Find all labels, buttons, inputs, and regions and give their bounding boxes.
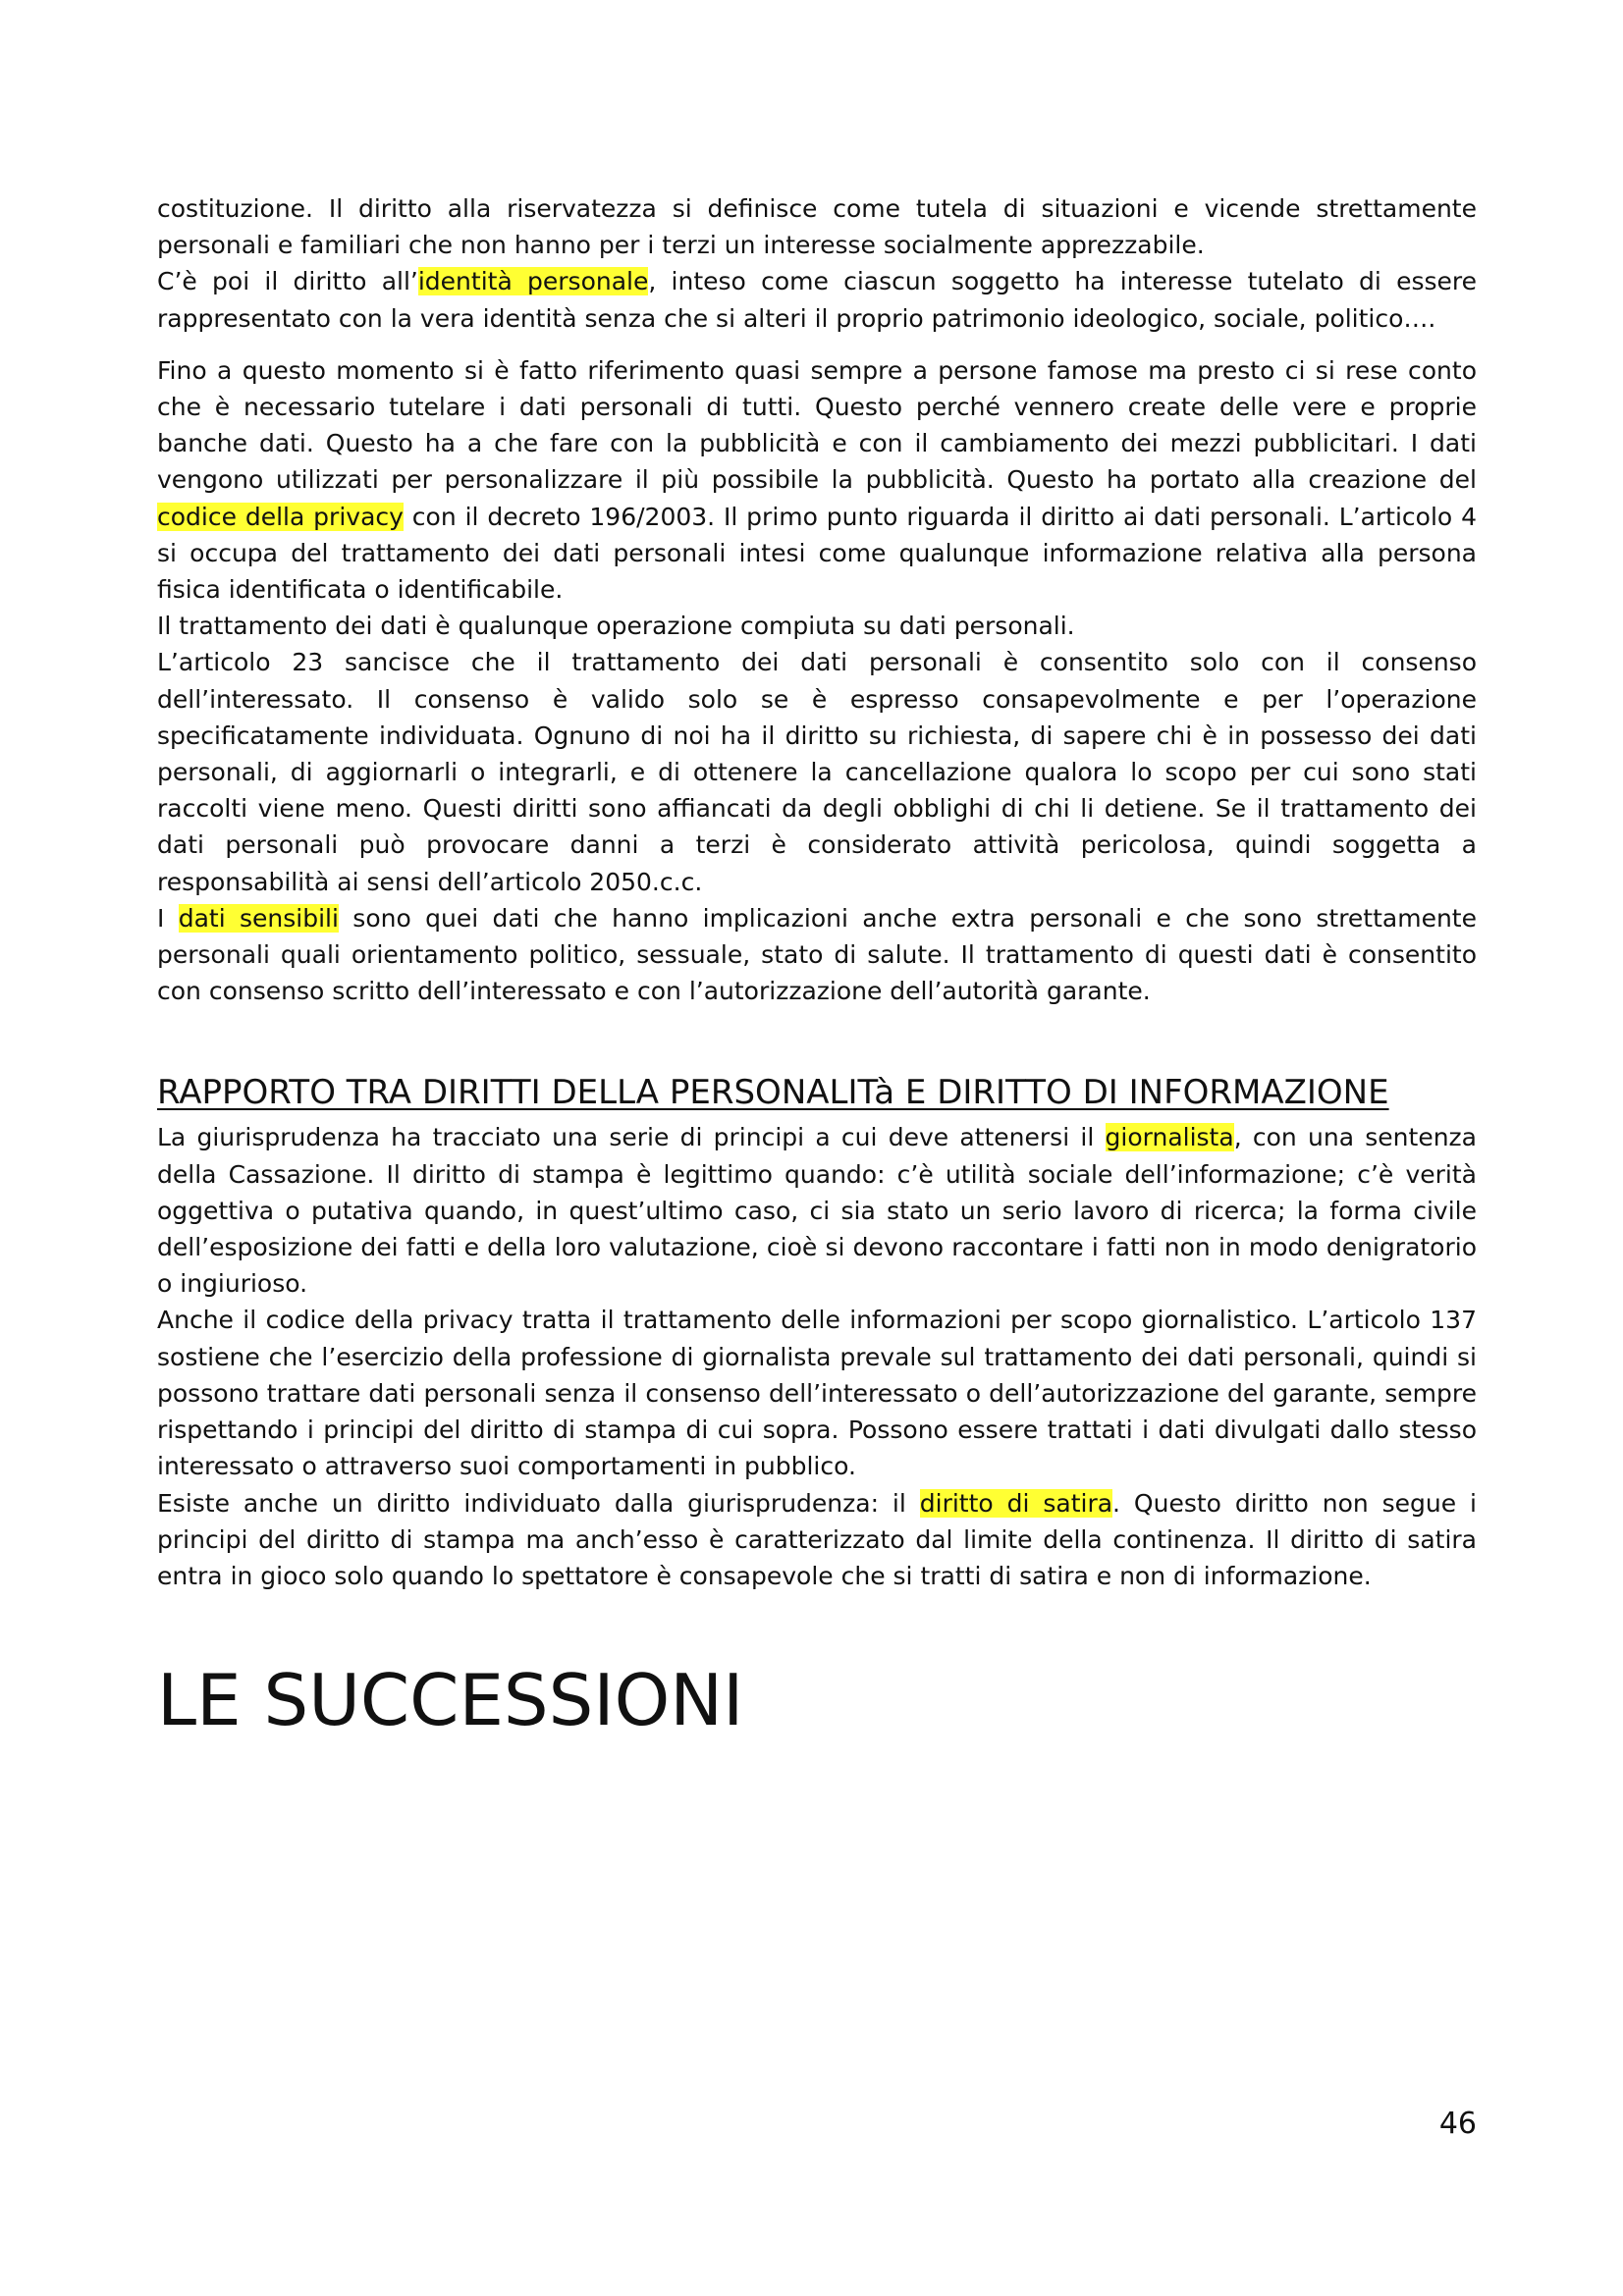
paragraph-text: con il decreto 196/2003. Il primo punto riguarda il diritto ai dati personali. L’articolo 4 si occupa del trattamento dei dati personali intesi come qualunque informazione relativa alla persona fisica identificata o identificabile.	[157, 502, 1477, 605]
highlighted-term: giornalista	[1105, 1123, 1234, 1152]
paragraph	[157, 190, 1477, 263]
highlighted-term: codice della privacy	[157, 502, 404, 531]
highlighted-term: diritto di satira	[919, 1488, 1113, 1518]
paragraph-text: L’articolo 23 sancisce che il trattamento dei dati personali è consentito solo con il consenso dell’interessato. Il consenso è valido solo se è espresso consapevolmente e per l’operazione specificatamente individuata. Ognuno di noi ha il diritto su richiesta, di sapere chi è in possesso dei dati personali, di aggiornarli o integrarli, e di ottenere la cancellazione qualora lo scopo per cui sono stati raccolti viene meno. Questi diritti sono affiancati da degli obblighi di chi li detiene. Se il trattamento dei dati personali può provocare danni a terzi è considerato attività pericolosa, quindi soggetta a responsabilità ai sensi dell’articolo 2050.c.c.	[157, 648, 1477, 896]
highlighted-term: dati sensibili	[178, 903, 339, 933]
paragraph	[157, 1119, 1477, 1302]
paragraph-text: , con una sentenza della Cassazione. Il diritto di stampa è legittimo quando: c’è utilità sociale dell’informazione; c’è verità oggettiva o putativa quando, in quest’ultimo caso, ci sia stato un serio lavoro di ricerca; la forma civile dell’esposizione dei fatti e della loro valutazione, cioè si devono raccontare i fatti non in modo denigratorio o ingiurioso.	[157, 1123, 1477, 1299]
paragraph	[157, 644, 1477, 899]
page-number: 46	[1438, 2107, 1477, 2141]
intro-paragraphs	[157, 190, 1477, 1009]
paragraph-text: sono quei dati che hanno implicazioni anche extra personali e che sono strettamente personali quali orientamento politico, sessuale, stato di salute. Il trattamento di questi dati è consentito con consenso scritto dell’interessato e con l’autorizzazione dell’autorità garante.	[157, 903, 1477, 1006]
paragraph	[157, 900, 1477, 1010]
paragraph-text: costituzione. Il diritto alla riservatezza si definisce come tutela di situazioni e vicende strettamente personali e familiari che non hanno per i terzi un interesse socialmente apprezzabile.	[157, 194, 1477, 260]
paragraph	[157, 608, 1477, 644]
highlighted-term: identità personale	[417, 267, 649, 296]
paragraph	[157, 263, 1477, 336]
paragraph	[157, 1302, 1477, 1484]
paragraph-spacer	[157, 337, 1477, 352]
paragraph-text: C’è poi il diritto all’	[157, 267, 418, 296]
paragraph-text: Il trattamento dei dati è qualunque operazione compiuta su dati personali.	[157, 612, 1075, 641]
paragraph-text: Esiste anche un diritto individuato dalla giurisprudenza: il	[157, 1488, 920, 1518]
section-heading: RAPPORTO TRA DIRITTI DELLA PERSONALITà E DIRITTO DI INFORMAZIONE	[157, 1073, 1389, 1113]
paragraph-text: , inteso come ciascun soggetto ha interesse tutelato di essere rappresentato con la vera identità senza che si alteri il proprio patrimonio ideologico, sociale, politico….	[157, 267, 1477, 333]
paragraph-text: La giurisprudenza ha tracciato una serie di principi a cui deve attenersi il	[157, 1123, 1106, 1152]
paragraph-text: . Questo diritto non segue i principi del diritto di stampa ma anch’esso è caratterizzato dal limite della continenza. Il diritto di satira entra in gioco solo quando lo spettatore è consapevole che si tratti di satira e non di informazione.	[157, 1488, 1477, 1590]
chapter-heading: LE SUCCESSIONI	[157, 1659, 744, 1742]
paragraph-text: Fino a questo momento si è fatto riferimento quasi sempre a persone famose ma presto ci si rese conto che è necessario tutelare i dati personali di tutti. Questo perché vennero create delle vere e proprie banche dati. Questo ha a che fare con la pubblicità e con il cambiamento dei mezzi pubblicitari. I dati vengono utilizzati per personalizzare il più possibile la pubblicità. Questo ha portato alla creazione del	[157, 355, 1477, 495]
paragraph	[157, 1485, 1477, 1595]
section-paragraphs	[157, 1119, 1477, 1594]
page-body	[157, 190, 1477, 1749]
paragraph-text: I	[157, 903, 179, 933]
paragraph	[157, 352, 1477, 608]
paragraph-text: Anche il codice della privacy tratta il trattamento delle informazioni per scopo giornalistico. L’articolo 137 sostiene che l’esercizio della professione di giornalista prevale sul trattamento dei dati personali, quindi si possono trattare dati personali senza il consenso dell’interessato o dell’autorizzazione del garante, sempre rispettando i principi del diritto di stampa di cui sopra. Possono essere trattati i dati divulgati dallo stesso interessato o attraverso suoi comportamenti in pubblico.	[157, 1306, 1477, 1481]
